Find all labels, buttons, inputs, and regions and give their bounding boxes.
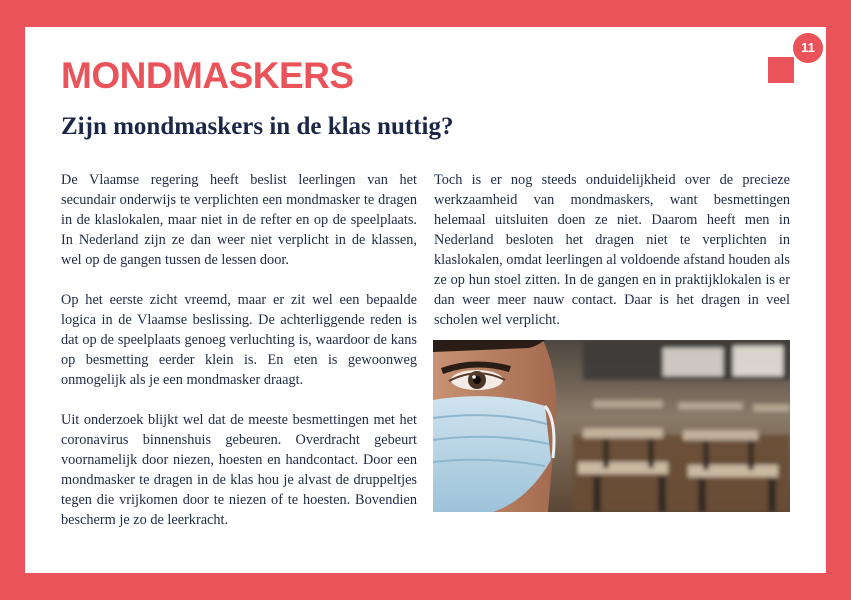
paragraph: Uit onderzoek blijkt wel dat de meeste besmettingen met het coronavirus binnenshuis gebeuren. Overdracht gebeurt voornamelijk door niezen, hoesten en handcontact. Door een mondmasker te dragen in de klas hou je alvast de druppeltjes tegen die vrijkomen door te niezen of te hoesten. Bovendien bescherm je zo de leerkracht. bbox=[61, 412, 417, 528]
paragraph: De Vlaamse regering heeft beslist leerlingen van het secundair onderwijs te verplichten een mondmasker te dragen in de klaslokalen, maar niet in de refter en op de speelplaats. In Nederland zijn ze dan weer niet verplicht in de klassen, wel op de gangen tussen de lessen door. bbox=[61, 172, 417, 268]
paragraph: Toch is er nog steeds onduidelijkheid over de precieze werkzaamheid van mondmaskers, want besmettingen helemaal uitsluiten doen ze niet. Daarom heeft men in Nederland besloten het dragen niet te verplichten in klaslokalen, omdat leerlingen al voldoende afstand houden als ze op hun stoel zitten. In de gangen en in praktijklokalen is er dan weer meer nauw contact. Daar is het dragen in veel scholen wel verplicht. bbox=[434, 172, 790, 328]
right-column bbox=[434, 170, 790, 350]
section-title: MONDMASKERS bbox=[61, 55, 354, 96]
left-column bbox=[61, 170, 417, 550]
article-subtitle: Zijn mondmaskers in de klas nuttig? bbox=[61, 113, 454, 140]
page-number: 11 bbox=[791, 31, 825, 65]
page-marker-square bbox=[768, 57, 794, 83]
classroom-mask-photo bbox=[433, 340, 790, 512]
paragraph: Op het eerste zicht vreemd, maar er zit wel een bepaalde logica in de Vlaamse beslissing. De achterliggende reden is dat op de speelplaats genoeg verluchting is, waardoor de kans op besmetting eerder klein is. En eten is gewoonweg onmogelijk als je een mondmasker draagt. bbox=[61, 292, 417, 388]
page bbox=[25, 27, 826, 573]
photo-illustration bbox=[433, 340, 790, 512]
